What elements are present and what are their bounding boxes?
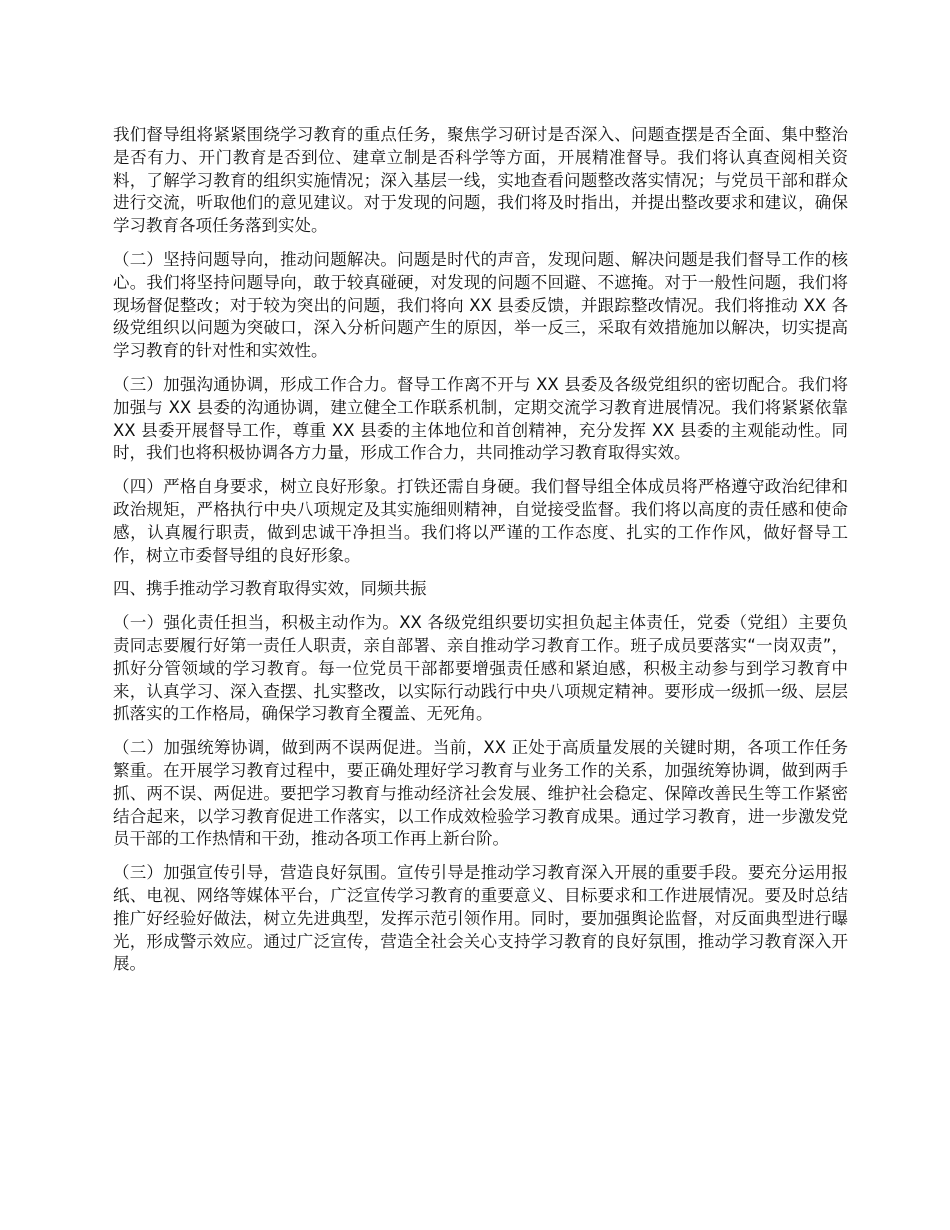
paragraph-communication-coordination: （三）加强沟通协调，形成工作合力。督导工作离不开与 XX 县委及各级党组织的密切配合。我们将加强与 XX 县委的沟通协调，建立健全工作联系机制，定期交流学习教育进展情况。我们将紧紧依靠 XX 县委开展督导工作，尊重 XX 县委的主体地位和首创精神，充分发挥 XX 县委的主观能动性。同时，我们也将积极协调各方力量，形成工作合力，共同推动学习教育取得实效。 [113, 374, 848, 463]
paragraph-self-discipline: （四）严格自身要求，树立良好形象。打铁还需自身硬。我们督导组全体成员将严格遵守政治纪律和政治规矩，严格执行中央八项规定及其实施细则精神，自觉接受监督。我们将以高度的责任感和使命感，认真履行职责，做到忠诚干净担当。我们将以严谨的工作态度、扎实的工作作风，做好督导工作，树立市委督导组的良好形象。 [113, 477, 848, 565]
paragraph-supervision-focus: 我们督导组将紧紧围绕学习教育的重点任务，聚焦学习研讨是否深入、问题查摆是否全面、集中整治是否有力、开门教育是否到位、建章立制是否科学等方面，开展精准督导。我们将认真查阅相关资料，了解学习教育的组织实施情况；深入基层一线，实地查看问题整改落实情况；与党员干部和群众进行交流，听取他们的意见建议。对于发现的问题，我们将及时指出，并提出整改要求和建议，确保学习教育各项任务落到实处。 [113, 125, 848, 236]
paragraph-publicity-guidance: （三）加强宣传引导，营造良好氛围。宣传引导是推动学习教育深入开展的重要手段。要充分运用报纸、电视、网络等媒体平台，广泛宣传学习教育的重要意义、目标要求和工作进展情况。要及时总结推广好经验好做法，树立先进典型，发挥示范引领作用。同时，要加强舆论监督，对反面典型进行曝光，形成警示效应。通过广泛宣传，营造全社会关心支持学习教育的良好氛围，推动学习教育深入开展。 [113, 863, 848, 974]
paragraph-overall-planning: （二）加强统筹协调，做到两不误两促进。当前，XX 正处于高质量发展的关键时期，各项工作任务繁重。在开展学习教育过程中，要正确处理好学习教育与业务工作的关系，加强统筹协调，做到两手抓、两不误、两促进。要把学习教育与推动经济社会发展、维护社会稳定、保障改善民生等工作紧密结合起来，以学习教育促进工作落实，以工作成效检验学习教育成果。通过学习教育，进一步激发党员干部的工作热情和干劲，推动各项工作再上新台阶。 [113, 738, 848, 849]
paragraph-responsibility: （一）强化责任担当，积极主动作为。XX 各级党组织要切实担负起主体责任，党委（党组）主要负责同志要履行好第一责任人职责，亲自部署、亲自推动学习教育工作。班子成员要落实“一岗双责”，抓好分管领域的学习教育。每一位党员干部都要增强责任感和紧迫感，积极主动参与到学习教育中来，认真学习、深入查摆、扎实整改，以实际行动践行中央八项规定精神。要形成一级抓一级、层层抓落实的工作格局，确保学习教育全覆盖、无死角。 [113, 613, 848, 724]
section-heading-four: 四、携手推动学习教育取得实效，同频共振 [113, 579, 427, 599]
paragraph-problem-orientation: （二）坚持问题导向，推动问题解决。问题是时代的声音，发现问题、解决问题是我们督导工作的核心。我们将坚持问题导向，敢于较真碰硬，对发现的问题不回避、不遮掩。对于一般性问题，我们将现场督促整改；对于较为突出的问题，我们将向 XX 县委反馈，并跟踪整改情况。我们将推动 XX 各级党组织以问题为突破口，深入分析问题产生的原因，举一反三，采取有效措施加以解决，切实提高学习教育的针对性和实效性。 [113, 249, 848, 361]
document-body [113, 124, 848, 987]
